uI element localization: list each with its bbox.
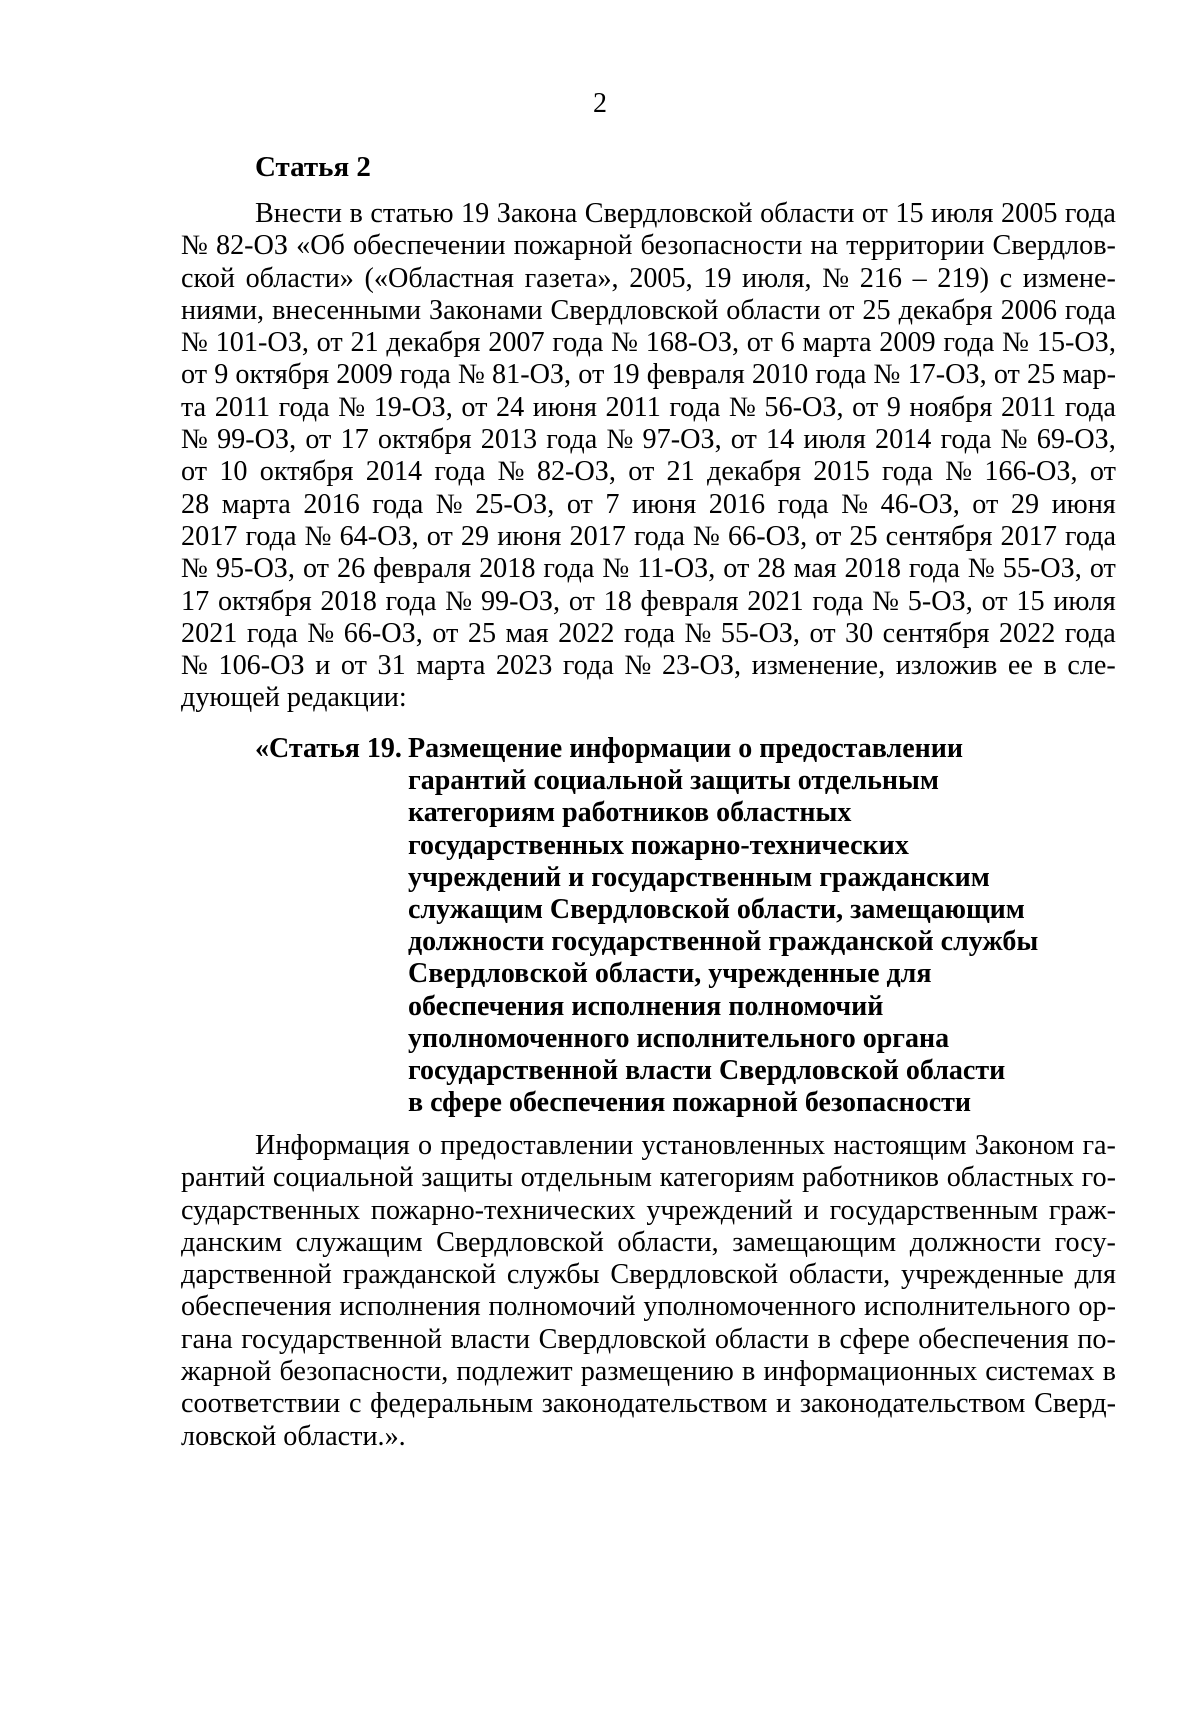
text-line: от 9 октября 2009 года № 81-ОЗ, от 19 февраля 2010 года № 17-ОЗ, от 25 мар- xyxy=(181,359,1116,391)
article-19-title-line: учреждений и государственным гражданским xyxy=(408,861,990,893)
text-line: соответствии с федеральным законодательством и законодательством Сверд- xyxy=(181,1388,1116,1420)
text-line: рантий социальной защиты отдельным категориям работников областных го- xyxy=(181,1162,1116,1194)
text-line: № 106-ОЗ и от 31 марта 2023 года № 23-ОЗ, изменение, изложив ее в сле- xyxy=(181,650,1116,682)
article-19-title-line: Размещение информации о предоставлении xyxy=(408,733,964,764)
article-19-title-line: Свердловской области, учрежденные для xyxy=(408,958,932,990)
intro-paragraph xyxy=(181,198,1116,715)
text-line: обеспечения исполнения полномочий уполномоченного исполнительного ор- xyxy=(181,1291,1116,1323)
text-line: дующей редакции: xyxy=(181,682,407,714)
text-line: Внести в статью 19 Закона Свердловской области от 15 июля 2005 года xyxy=(255,198,1116,229)
article-19-title-line: служащим Свердловской области, замещающим xyxy=(408,893,1025,925)
text-line: № 99-ОЗ, от 17 октября 2013 года № 97-ОЗ, от 14 июля 2014 года № 69-ОЗ, xyxy=(181,424,1116,456)
text-line: 2021 года № 66-ОЗ, от 25 мая 2022 года № 55-ОЗ, от 30 сентября 2022 года xyxy=(181,617,1116,649)
text-line: Информация о предоставлении установленных настоящим Законом га- xyxy=(255,1130,1116,1161)
article-19-title-line: категориям работников областных xyxy=(408,797,852,829)
text-line: ловской области.». xyxy=(181,1420,406,1452)
article-19-title-line: государственных пожарно-технических xyxy=(408,829,909,861)
text-line: ской области» («Областная газета», 2005, 19 июля, № 216 – 219) с измене- xyxy=(181,262,1116,294)
text-line: та 2011 года № 19-ОЗ, от 24 июня 2011 года № 56-ОЗ, от 9 ноября 2011 года xyxy=(181,391,1116,423)
article-19-title-line: обеспечения исполнения полномочий xyxy=(408,990,884,1022)
article-19-title-line: должности государственной гражданской службы xyxy=(408,926,1039,958)
text-line: ниями, внесенными Законами Свердловской области от 25 декабря 2006 года xyxy=(181,294,1116,326)
article-19-prefix: «Статья 19. xyxy=(255,733,402,764)
text-line: сударственных пожарно-технических учреждений и государственным граж- xyxy=(181,1194,1116,1226)
article-heading: Статья 2 xyxy=(255,151,371,183)
text-line: дарственной гражданской службы Свердловской области, учрежденные для xyxy=(181,1259,1116,1291)
article-19-title-line: государственной власти Свердловской области xyxy=(408,1054,1006,1086)
article-19-title xyxy=(408,733,1128,1119)
article-19-title-line: гарантий социальной защиты отдельным xyxy=(408,765,939,797)
text-line: № 101-ОЗ, от 21 декабря 2007 года № 168-ОЗ, от 6 марта 2009 года № 15-ОЗ, xyxy=(181,327,1116,359)
body-paragraph xyxy=(181,1130,1116,1453)
text-line: 28 марта 2016 года № 25-ОЗ, от 7 июня 2016 года № 46-ОЗ, от 29 июня xyxy=(181,488,1116,520)
text-line: № 95-ОЗ, от 26 февраля 2018 года № 11-ОЗ, от 28 мая 2018 года № 55-ОЗ, от xyxy=(181,553,1116,585)
text-line: № 82-ОЗ «Об обеспечении пожарной безопасности на территории Свердлов- xyxy=(181,230,1116,262)
text-line: от 10 октября 2014 года № 82-ОЗ, от 21 декабря 2015 года № 166-ОЗ, от xyxy=(181,456,1116,488)
article-19-title-line: в сфере обеспечения пожарной безопасности xyxy=(408,1087,972,1119)
article-19-title-line: уполномоченного исполнительного органа xyxy=(408,1022,950,1054)
page-number: 2 xyxy=(593,88,607,119)
text-line: данским служащим Свердловской области, замещающим должности госу- xyxy=(181,1226,1116,1258)
text-line: 2017 года № 64-ОЗ, от 29 июня 2017 года № 66-ОЗ, от 25 сентября 2017 года xyxy=(181,520,1116,552)
text-line: 17 октября 2018 года № 99-ОЗ, от 18 февраля 2021 года № 5-ОЗ, от 15 июля xyxy=(181,585,1116,617)
text-line: гана государственной власти Свердловской области в сфере обеспечения по- xyxy=(181,1323,1116,1355)
text-line: жарной безопасности, подлежит размещению в информационных системах в xyxy=(181,1356,1116,1388)
